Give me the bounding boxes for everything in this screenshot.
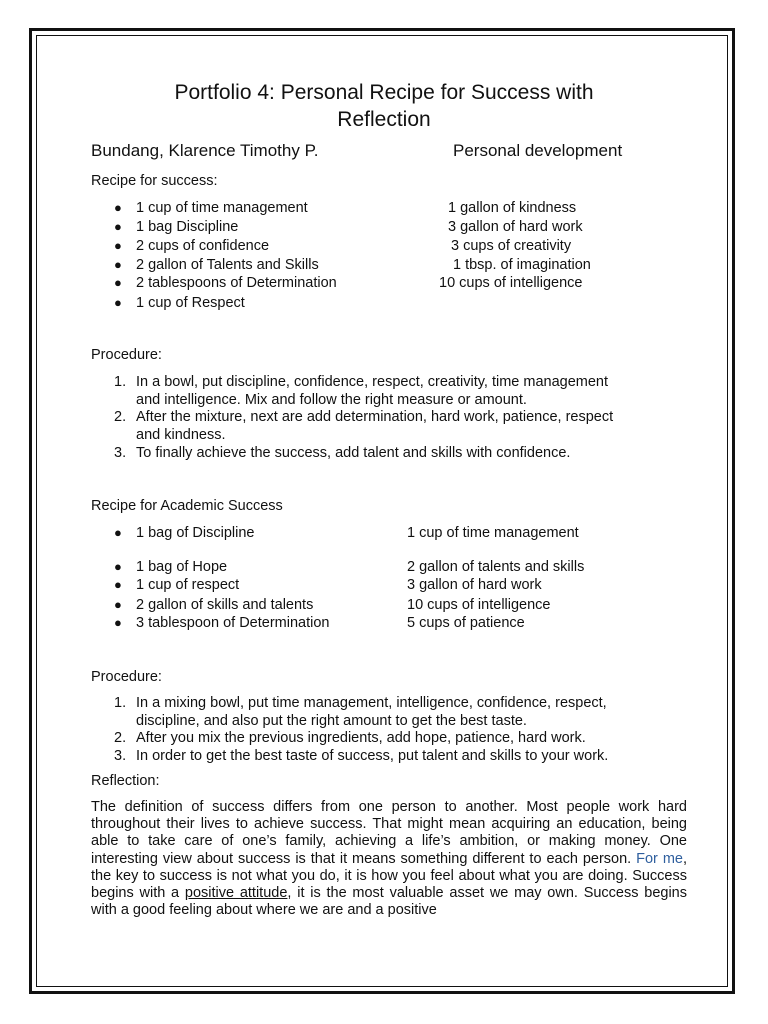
recipe1-right-item: 1 gallon of kindness bbox=[448, 200, 577, 216]
subject-label: Personal development bbox=[453, 141, 623, 160]
title-line-1: Portfolio 4: Personal Recipe for Success with bbox=[174, 81, 594, 104]
bullet: ● bbox=[114, 219, 122, 234]
bullet: ● bbox=[114, 559, 122, 574]
procedure1-heading: Procedure: bbox=[91, 347, 162, 363]
bullet: ● bbox=[114, 200, 122, 215]
bullet: ● bbox=[114, 238, 122, 253]
reflection-text: , it is the most valuable asset we may own. Success begins with a good feeling about where we are and a positive bbox=[91, 885, 688, 919]
recipe2-right-item: 2 gallon of talents and skills bbox=[407, 559, 585, 575]
recipe1-right-item: 10 cups of intelligence bbox=[439, 275, 583, 291]
step-number: 2. bbox=[114, 409, 127, 425]
step-number: 3. bbox=[114, 445, 127, 461]
reflection-underlined: positive attitude bbox=[184, 885, 288, 902]
recipe2-left-item: 1 cup of respect bbox=[136, 577, 240, 593]
recipe2-left-item: 3 tablespoon of Determination bbox=[136, 615, 330, 631]
recipe1-left-item: 1 cup of Respect bbox=[136, 295, 245, 311]
step-text: To finally achieve the success, add talent and skills with confidence. bbox=[136, 445, 571, 461]
recipe1-left-item: 1 cup of time management bbox=[136, 200, 308, 216]
recipe2-left-item: 1 bag of Discipline bbox=[136, 525, 255, 541]
student-name: Bundang, Klarence Timothy P. bbox=[91, 141, 319, 160]
recipe2-right-item: 3 gallon of hard work bbox=[407, 577, 542, 593]
step-text: After you mix the previous ingredients, add hope, patience, hard work. bbox=[136, 730, 586, 746]
step-text: In a bowl, put discipline, confidence, respect, creativity, time management bbox=[136, 374, 609, 390]
recipe1-right-item: 1 tbsp. of imagination bbox=[453, 257, 591, 273]
procedure2-heading: Procedure: bbox=[91, 669, 162, 685]
bullet: ● bbox=[114, 295, 122, 310]
reflection-heading: Reflection: bbox=[91, 773, 160, 789]
step-number: 1. bbox=[114, 374, 127, 390]
recipe2-right-item: 1 cup of time management bbox=[407, 525, 579, 541]
step-number: 1. bbox=[114, 695, 127, 711]
reflection-text: , the key to success is not what you do, it is how you feel about what you are doing. Success begins with a bbox=[91, 850, 687, 902]
recipe1-heading: Recipe for success: bbox=[91, 173, 218, 189]
recipe1-left-item: 2 cups of confidence bbox=[136, 238, 270, 254]
bullet: ● bbox=[114, 615, 122, 630]
recipe2-heading: Recipe for Academic Success bbox=[91, 498, 283, 514]
reflection-text: The definition of success differs from one person to another. Most people work hard throughout their lives to achieve success. That might mean acquiring an education, being able to take care of one’s family, achieving a life’s ambition, or making money. One interesting view about success is that it means something different to each person. bbox=[91, 799, 687, 867]
step-text: In a mixing bowl, put time management, intelligence, confidence, respect, bbox=[136, 695, 607, 711]
recipe2-left-item: 1 bag of Hope bbox=[136, 559, 228, 575]
bullet: ● bbox=[114, 597, 122, 612]
bullet: ● bbox=[114, 275, 122, 290]
step-text: discipline, and also put the right amount to get the best taste. bbox=[136, 713, 527, 729]
step-number: 3. bbox=[114, 748, 127, 764]
recipe1-left-item: 2 tablespoons of Determination bbox=[136, 275, 337, 291]
recipe2-right-item: 10 cups of intelligence bbox=[407, 597, 551, 613]
step-text: and intelligence. Mix and follow the right measure or amount. bbox=[136, 392, 527, 408]
bullet: ● bbox=[114, 577, 122, 592]
title-line-2: Reflection bbox=[337, 108, 431, 131]
recipe2-left-item: 2 gallon of skills and talents bbox=[136, 597, 314, 613]
reflection-paragraph bbox=[91, 799, 687, 919]
recipe1-right-item: 3 cups of creativity bbox=[451, 238, 572, 254]
step-text: After the mixture, next are add determination, hard work, patience, respect bbox=[136, 409, 614, 425]
bullet: ● bbox=[114, 257, 122, 272]
document-title bbox=[70, 79, 698, 133]
step-number: 2. bbox=[114, 730, 127, 746]
bullet: ● bbox=[114, 525, 122, 540]
recipe2-right-item: 5 cups of patience bbox=[407, 615, 525, 631]
reflection-highlight: For me bbox=[636, 850, 683, 867]
step-text: In order to get the best taste of success, put talent and skills to your work. bbox=[136, 748, 609, 764]
recipe1-right-item: 3 gallon of hard work bbox=[448, 219, 583, 235]
step-text: and kindness. bbox=[136, 427, 226, 443]
recipe1-left-item: 2 gallon of Talents and Skills bbox=[136, 257, 319, 273]
recipe1-left-item: 1 bag Discipline bbox=[136, 219, 239, 235]
